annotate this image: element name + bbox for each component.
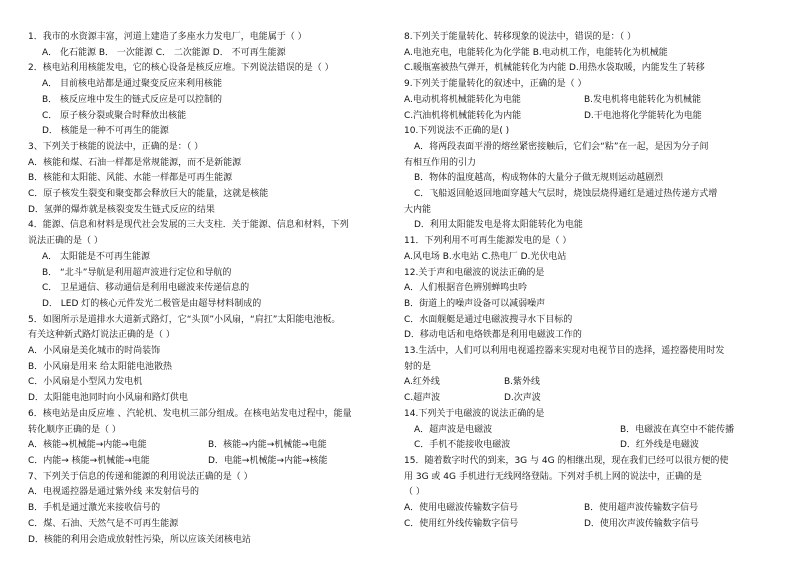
q6-option-c: C．内能→ 核能→机械能→电能 xyxy=(28,455,150,466)
left-column xyxy=(28,30,392,548)
q9-options-row-1 xyxy=(404,93,774,109)
q14-options-row-1 xyxy=(404,423,774,439)
q7-option-b: B．手机是通过激光来接收信号的 xyxy=(28,503,161,514)
q10-option-b: B．物体的温度越高，构成物体的大量分子做无规则运动越剧烈 xyxy=(414,173,664,184)
q15-options-row-1 xyxy=(404,501,774,517)
q15-options-row-2 xyxy=(404,517,774,533)
q5-option-d: D．太阳能电池同时向小风扇和路灯供电 xyxy=(28,393,188,404)
q7-stem: 7、下列关于信息的传递和能源的利用说法正确的是（ ） xyxy=(28,471,253,482)
q10-option-a-1: A．将两段表面平滑的熔丝紧密接触后，它们会“粘”在一起，是因为分子间 xyxy=(414,141,709,152)
q10-option-c-1: C．飞船返回舱返回地面穿越大气层时，烧蚀层烧得通红是通过热传递方式增 xyxy=(414,189,718,200)
q9-option-a: A.电动机将机械能转化为电能 xyxy=(404,94,521,105)
q12-option-d: D．移动电话和电烙铁都是利用电磁波工作的 xyxy=(404,330,582,341)
q8-options-line-1: A.电池充电，电能转化为化学能 B.电动机工作，电能转化为机械能 xyxy=(404,47,668,58)
q10-stem: 10.下列说法不正确的是( ) xyxy=(404,126,510,137)
q14-stem: 14.下列关于电磁波的说法正确的是 xyxy=(404,408,545,419)
q15-option-c: C．使用红外线传输数字信号 xyxy=(404,518,519,529)
q9-stem: 9.下列关于能量转化的叙述中，正确的是（ ） xyxy=(404,79,587,90)
q2-option-a: A． 目前核电站都是通过聚变反应来利用核能 xyxy=(42,79,223,90)
q14-option-d: D．红外线是电磁波 xyxy=(620,440,699,451)
q14-option-b: B．电磁波在真空中不能传播 xyxy=(620,424,735,435)
q10-option-c-2: 大内能 xyxy=(404,204,432,215)
q7-option-a: A．电视遥控器是通过紫外线 来发射信号的 xyxy=(28,487,200,498)
q13-stem-1: 13.生活中，人们可以利用电视遥控器来实现对电视节目的选择，遥控器使用时发 xyxy=(404,346,725,357)
q12-option-c: C．水面舰艇是通过电磁波搜寻水下目标的 xyxy=(404,314,573,325)
q13-options-row-1 xyxy=(404,375,774,391)
q2-option-c: C． 原子核分裂或聚合时释放出核能 xyxy=(42,110,187,121)
q9-option-d: D.干电池将化学能转化为电能 xyxy=(584,110,702,121)
q6-options-row-1 xyxy=(28,438,392,454)
q15-option-d: D．使用次声波传输数字信号 xyxy=(584,518,699,529)
q13-option-c: C.超声波 xyxy=(404,393,441,404)
q3-option-a: A．核能和煤、石油一样都是常规能源，而不是新能源 xyxy=(28,157,242,168)
q5-option-b: B．小风扇是用来 给太阳能电池散热 xyxy=(28,361,173,372)
q6-stem-2: 转化顺序正确的是（ ） xyxy=(28,424,121,435)
q12-option-b: B．街道上的噪声设备可以减弱噪声 xyxy=(404,298,546,309)
q9-options-row-2 xyxy=(404,109,774,125)
q13-options-row-2 xyxy=(404,391,774,407)
q15-option-a: A．使用电磁波传输数字信号 xyxy=(404,503,519,514)
q11-stem: 11．下列利用不可再生能源发电的是（ ） xyxy=(404,236,572,247)
q6-options-row-2 xyxy=(28,454,392,470)
q6-option-a: A．核能→机械能→内能→电能 xyxy=(28,440,147,451)
q6-option-b: B．核能→内能→机械能→电能 xyxy=(208,440,327,451)
q1-options: A． 化石能源 B． 一次能源 C． 二次能源 D． 不可再生能源 xyxy=(42,47,286,58)
q4-option-a: A． 太阳能是不可再生能源 xyxy=(42,251,151,262)
q9-option-c: C.汽油机将机械能转化为内能 xyxy=(404,110,522,121)
q13-stem-2: 射的是 xyxy=(404,361,432,372)
q3-option-b: B．核能和太阳能、风能、水能一样都是可再生能源 xyxy=(28,173,233,184)
q15-option-b: B．使用超声波传输数字信号 xyxy=(584,503,699,514)
q11-options: A.风电场 B.水电站 C.热电厂 D.光伏电站 xyxy=(404,251,567,262)
q15-stem-3: （ ） xyxy=(404,487,425,498)
q13-option-b: B.紫外线 xyxy=(504,377,541,388)
q5-option-c: C．小风扇是小型风力发电机 xyxy=(28,377,143,388)
q3-option-c: C．原子核发生裂变和聚变都会释放巨大的能量，这就是核能 xyxy=(28,189,269,200)
q7-option-d: D．核能的利用会造成放射性污染，所以应该关闭核电站 xyxy=(28,534,251,545)
q13-option-d: D.次声波 xyxy=(504,393,541,404)
q5-option-a: A．小风扇是美化城市的时尚装饰 xyxy=(28,346,161,357)
q2-option-d: D． 核能是一种不可再生的能源 xyxy=(42,126,169,137)
right-column xyxy=(404,30,774,533)
q5-stem-1: 5．如图所示是道排水大道新式路灯，它“头顶”小风扇，“肩扛”太阳能电池板。 xyxy=(28,314,341,325)
q15-stem-1: 15．随着数字时代的到来，3G 与 4G 的相继出现，现在我们已经可以很方便的使 xyxy=(404,455,729,466)
q4-stem-1: 4．能源、信息和材料是现代社会发展的三大支柱．关于能源、信息和材料，下列 xyxy=(28,220,349,231)
q3-stem: 3、下列关于核能的说法中，正确的是：（ ） xyxy=(28,141,204,152)
q2-option-b: B． 核反应堆中发生的链式反应是可以控制的 xyxy=(42,94,223,105)
q1-stem: 1．我市的水资源丰富，河道上建造了多座水力发电厂，电能属于（ ） xyxy=(28,32,307,42)
q14-option-c: C．手机不能接收电磁波 xyxy=(414,440,511,451)
q14-option-a: A．超声波是电磁波 xyxy=(414,424,493,435)
q8-options-line-2: C.暖瓶塞被热气弹开，机械能转化为内能 D.用热水袋取暖，内能发生了转移 xyxy=(404,63,705,74)
q4-option-c: C． 卫星通信、移动通信是利用电磁波来传递信息的 xyxy=(42,283,250,294)
q12-option-a: A．人们根据音色辨别蝉鸣虫吟 xyxy=(404,283,528,294)
q3-option-d: D．氢弹的爆炸就是核裂变发生链式反应的结果 xyxy=(28,204,215,215)
q10-option-a-2: 有相互作用的引力 xyxy=(404,157,477,168)
q9-option-b: B.发电机将电能转化为机械能 xyxy=(584,94,702,105)
q14-options-row-2 xyxy=(404,438,774,454)
q4-stem-2: 说法正确的是（ ） xyxy=(28,236,103,247)
q4-option-d: D． LED 灯的核心元件发光二极管是由超导材料制成的 xyxy=(42,298,262,309)
q8-stem: 8.下列关于能量转化、转移现象的说法中，错误的是：（ ） xyxy=(404,32,636,42)
q6-stem-1: 6．核电站是由反应堆 、汽轮机、发电机三部分组成。在核电站发电过程中，能量 xyxy=(28,408,352,419)
q10-option-d: D．利用太阳能发电是将太阳能转化为电能 xyxy=(414,220,583,231)
q5-stem-2: 有关这种新式路灯说法正确的是（ ） xyxy=(28,330,175,341)
q4-option-b: B． “北斗”导航是利用超声波进行定位和导航的 xyxy=(42,267,232,278)
q6-option-d: D．电能→机械能→内能→核能 xyxy=(208,455,328,466)
q2-stem: 2．核电站利用核能发电，它的核心设备是核反应堆。下列说法错误的是（ ） xyxy=(28,63,334,74)
q12-stem: 12.关于声和电磁波的说法正确的是 xyxy=(404,267,545,278)
q13-option-a: A.红外线 xyxy=(404,377,440,388)
q15-stem-2: 用 3G 或 4G 手机进行无线网络登陆。下列对手机上网的说法中，正确的是 xyxy=(404,471,702,482)
q7-option-c: C．煤、石油、天然气是不可再生能源 xyxy=(28,518,179,529)
